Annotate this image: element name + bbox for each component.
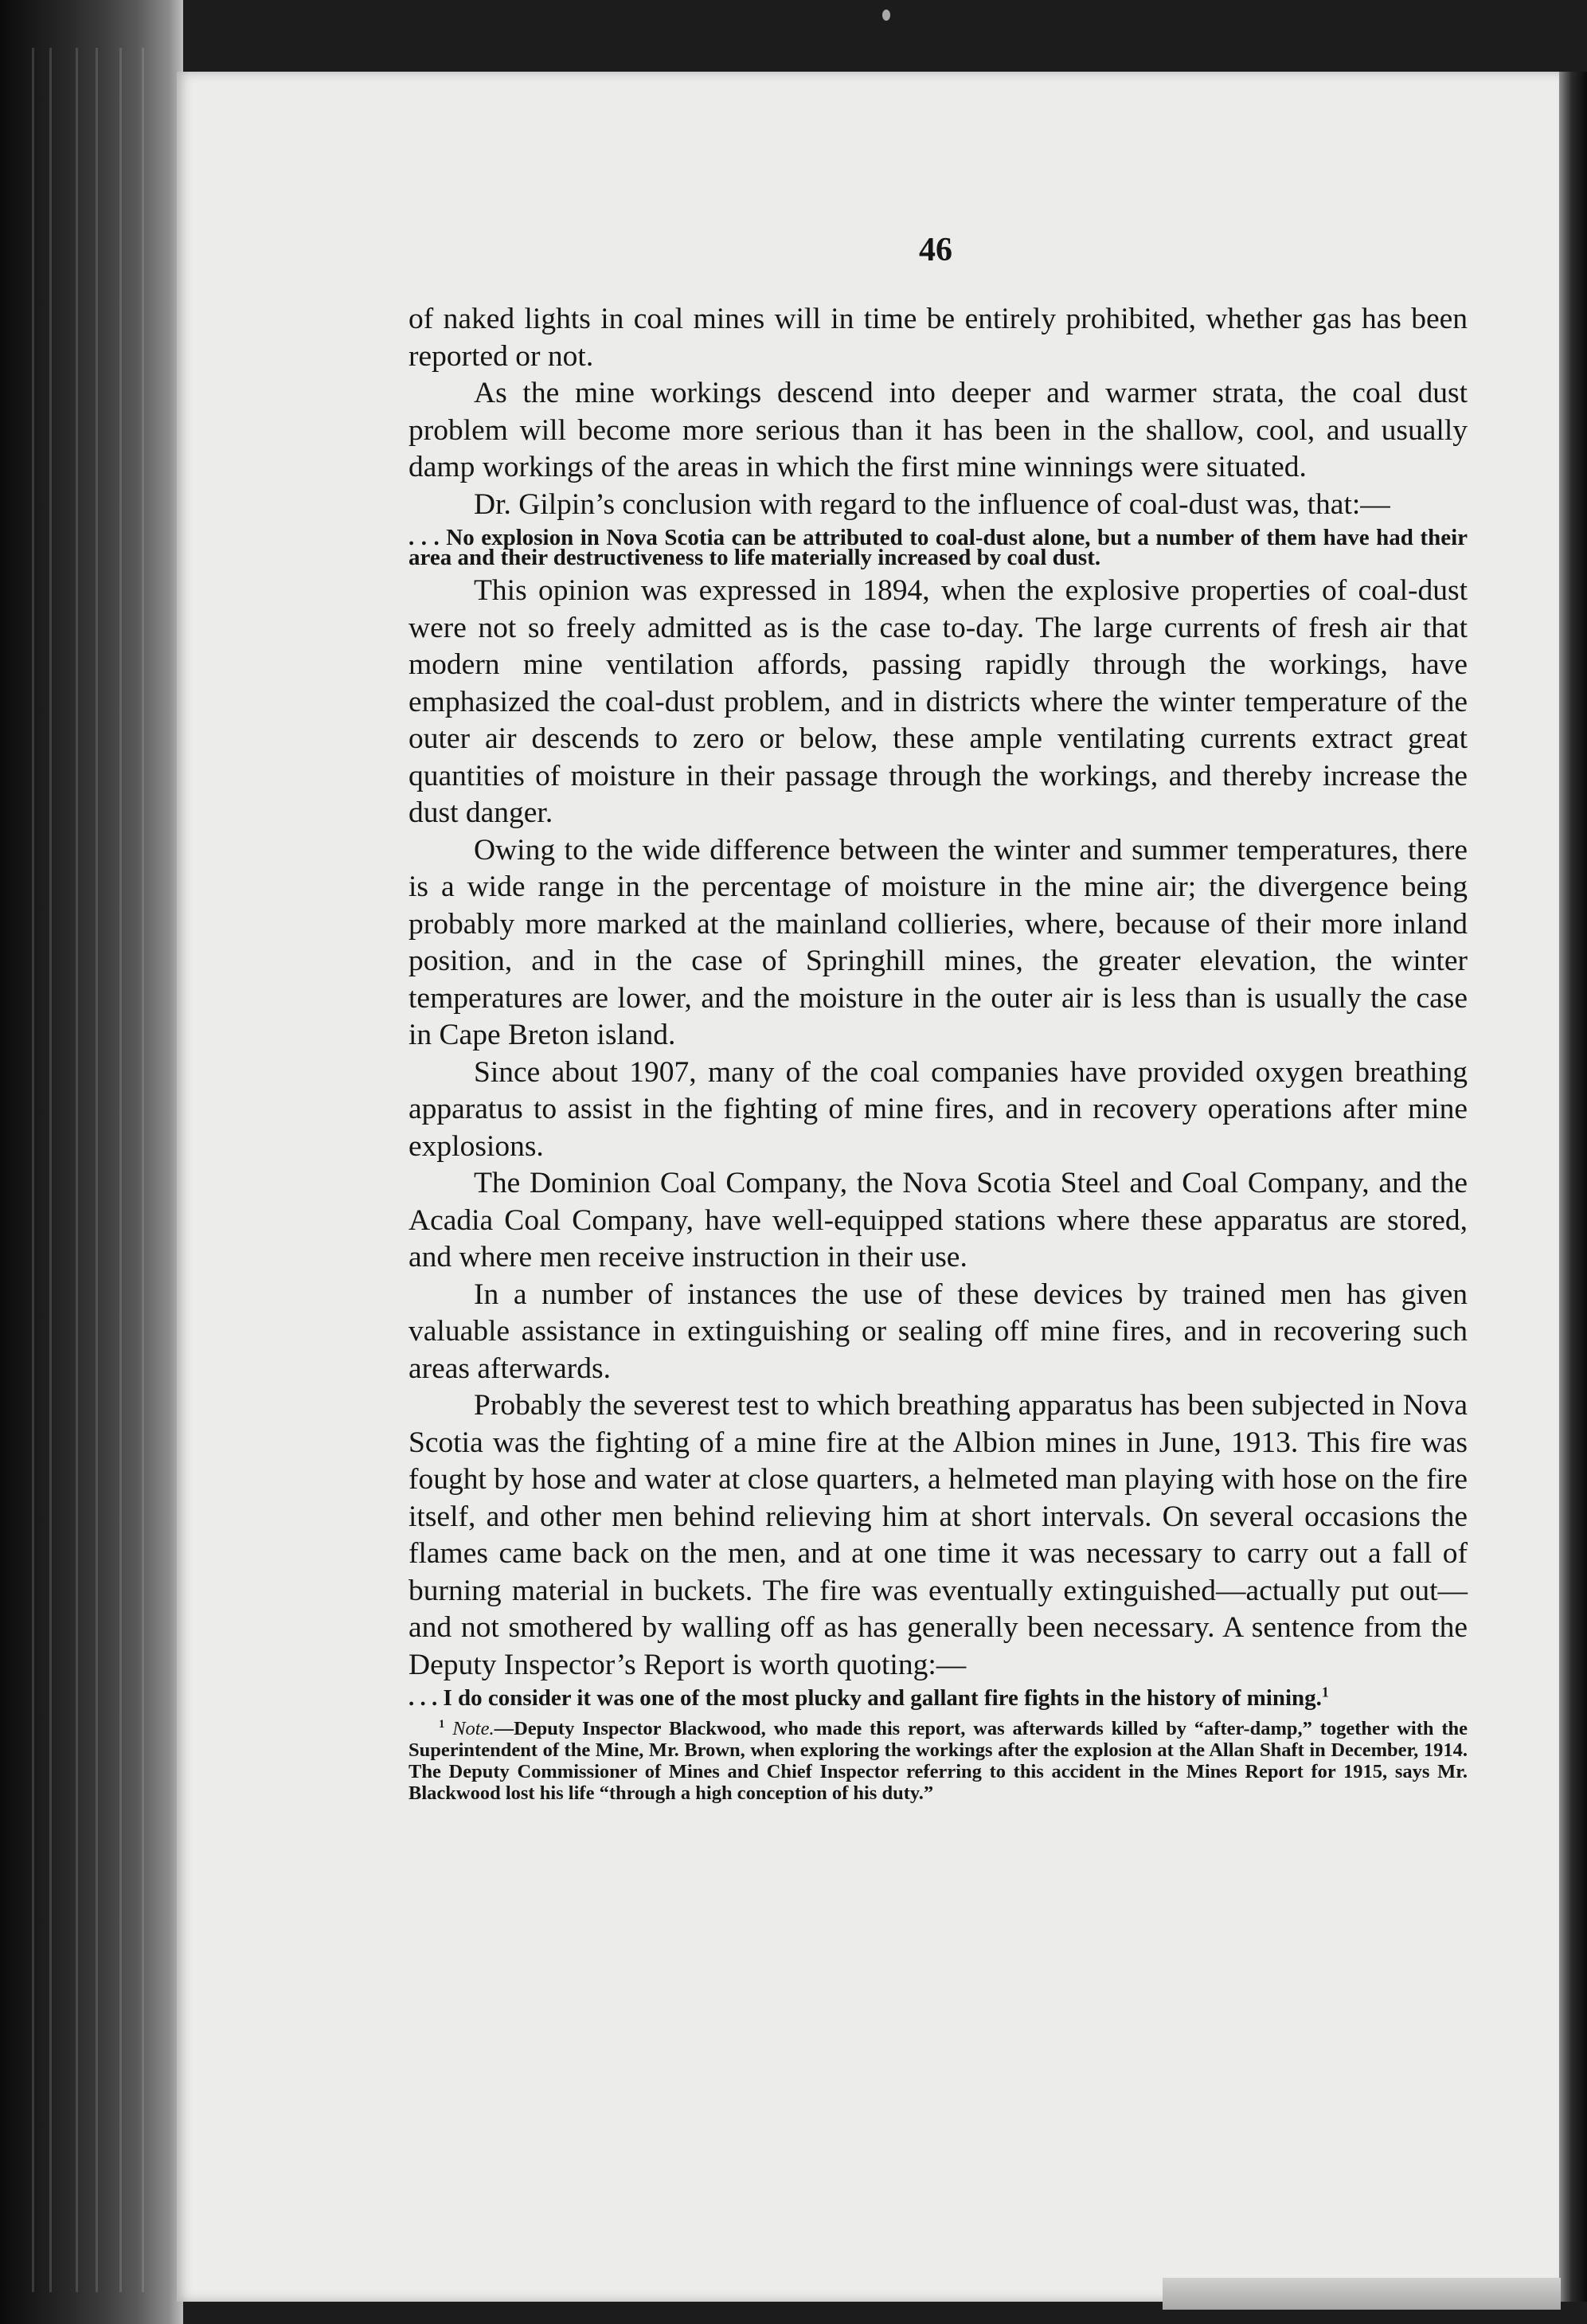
paragraph-trained-men: In a number of instances the use of these devices by trained men has given valuable assistance in extinguishing or sealing off mine fires, and in recovering such areas afterwards.: [408, 1277, 1468, 1385]
page-bottom-edge: [1163, 2278, 1561, 2310]
paragraph-gilpin-conclusion: Dr. Gilpin’s conclusion with regard to the influence of coal-dust was, that:—: [474, 487, 1390, 521]
paragraph-continuation: of naked lights in coal mines will in time be entirely prohibited, whether gas has been reported or not.: [408, 303, 1468, 373]
footnote-number: 1: [439, 1717, 445, 1731]
paragraph-1894-opinion: This opinion was expressed in 1894, when the explosive properties of coal-dust were not so freely admitted as is the case to-day. The large currents of fresh air that modern mine ventilation affords, passing rapidly through the workings, have emphasized the coal-dust problem, and in districts where the winter temperature of the outer air descends to zero or below, these ample ventilating currents extract great quantities of moisture in their passage through the workings, and thereby increase the dust danger.: [408, 574, 1468, 829]
paragraph-albion-fire: Probably the severest test to which breathing apparatus has been subjected in Nova Scotia was the fighting of a mine fire at the Albion mines in June, 1913. This fire was fought by hose and water at close quarters, a helmeted man playing with hose on the fire itself, and other men behind relieving him at short intervals. On several occasions the flames came back on the men, and at one time it was necessary to carry out a fall of burning material in buckets. The fire was eventually extinguished—actually put out—and not smothered by walling off as has generally been necessary. A sentence from the Deputy Inspector’s Report is worth quoting:—: [408, 1389, 1468, 1681]
page-text: [408, 0, 1468, 1804]
block-quote-deputy-inspector: [408, 1684, 1468, 1711]
quote-text: . . . I do consider it was one of the most plucky and gallant fire fights in the history of mining.: [408, 1685, 1322, 1711]
footnote-marker: 1: [1321, 1684, 1329, 1700]
paragraph-coal-dust-problem: As the mine workings descend into deeper and warmer strata, the coal dust problem will become more serious than it has been in the shallow, cool, and usually damp workings of the areas in which the first mine winnings were situated.: [408, 377, 1468, 483]
paragraph-moisture-range: Owing to the wide difference between the winter and summer temperatures, there is a wide range in the percentage of moisture in the mine air; the divergence being probably more marked at the mainland collieries, where, because of their more inland position, and in the case of Springhill mines, the greater elevation, the winter temperatures are lower, and the moisture in the outer air is less than is usually the case in Cape Breton island.: [408, 833, 1468, 1051]
page-number: 46: [919, 232, 952, 268]
paragraph-coal-companies: The Dominion Coal Company, the Nova Scotia Steel and Coal Company, and the Acadia Coal Company, have well-equipped stations where these apparatus are stored, and where men receive instruction in their use.: [408, 1167, 1468, 1274]
block-quote-gilpin: . . . No explosion in Nova Scotia can be attributed to coal-dust alone, but a number of them have had their area and their destructiveness to life materially increased by coal dust.: [408, 525, 1468, 570]
right-binding-edge: [1559, 72, 1587, 2302]
paragraph-breathing-apparatus: Since about 1907, many of the coal companies have provided oxygen breathing apparatus to assist in the fighting of mine fires, and in recovery operations after mine explosions.: [408, 1055, 1468, 1163]
footnote-text: —Deputy Inspector Blackwood, who made this report, was afterwards killed by “after-damp,” together with the Superintendent of the Mine, Mr. Brown, when exploring the workings after the explosion at the Allan Shaft in December, 1914. The Deputy Commissioner of Mines and Chief Inspector referring to this accident in the Mines Report for 1915, says Mr. Blackwood lost his life “through a high conception of his duty.”: [408, 1718, 1468, 1804]
footnote-label: Note.: [452, 1718, 494, 1739]
left-binding-edge: [0, 0, 183, 2324]
footnote: [408, 1718, 1468, 1804]
